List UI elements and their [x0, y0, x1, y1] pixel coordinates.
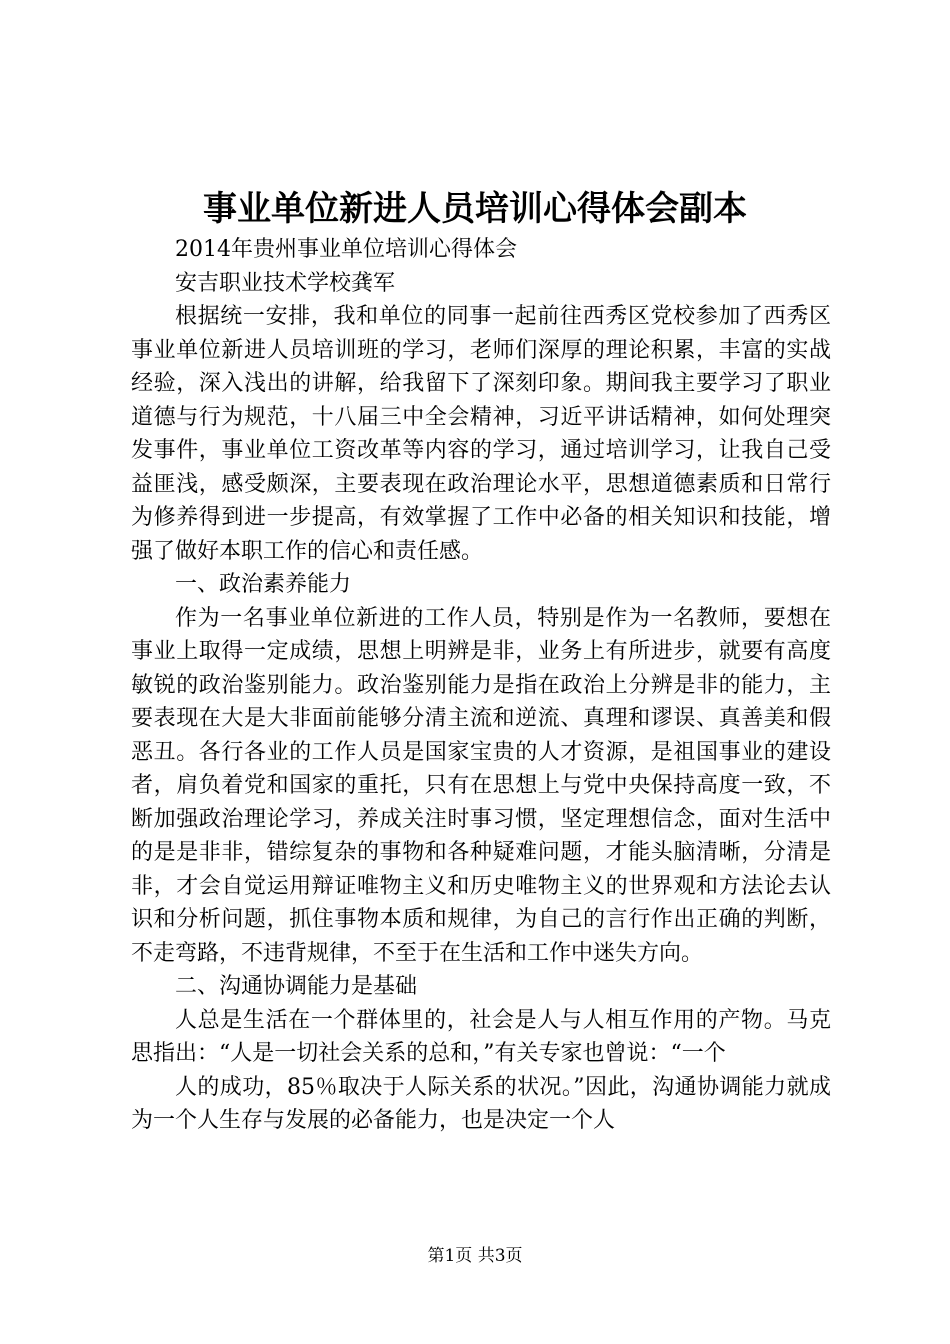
body-paragraph: 根据统一安排，我和单位的同事一起前往西秀区党校参加了西秀区事业单位新进人员培训班的学习，老师们深厚的理论积累，丰富的实战经验，深入浅出的讲解，给我留下了深刻印象。期间我主要学习了职业道德与行为规范，十八届三中全会精神，习近平讲话精神，如何处理突发事件，事业单位工资改革等内容的学习，通过培训学习，让我自己受益匪浅，感受颇深，主要表现在政治理论水平，思想道德素质和日常行为修养得到进一步提高，有效掌握了工作中必备的相关知识和技能，增强了做好本职工作的信心和责任感。 [131, 304, 831, 564]
subtitle-line: 2014年贵州事业单位培训心得体会 [175, 237, 517, 262]
author-line: 安吉职业技术学校龚军 [175, 270, 396, 296]
body-paragraph: 作为一名事业单位新进的工作人员，特别是作为一名教师，要想在事业上取得一定成绩，思想上明辨是非，业务上有所进步，就要有高度敏锐的政治鉴别能力。政治鉴别能力是指在政治上分辨是非的能力，主要表现在大是大非面前能够分清主流和逆流、真理和谬误、真善美和假恶丑。各行各业的工作人员是国家宝贵的人才资源，是祖国事业的建设者，肩负着党和国家的重托，只有在思想上与党中央保持高度一致，不断加强政治理论学习，养成关注时事习惯，坚定理想信念，面对生活中的是是非非，错综复杂的事物和各种疑难问题，才能头脑清晰，分清是非，才会自觉运用辩证唯物主义和历史唯物主义的世界观和方法论去认识和分析问题，抓住事物本质和规律，为自己的言行作出正确的判断，不走弯路，不违背规律，不至于在生活和工作中迷失方向。 [131, 605, 831, 966]
document-body [131, 233, 831, 1138]
section-heading: 二、沟通协调能力是基础 [175, 974, 418, 999]
body-paragraph: 人总是生活在一个群体里的，社会是人与人相互作用的产物。马克思指出：“人是一切社会关系的总和，”有关专家也曾说：“一个 [131, 1007, 831, 1066]
body-paragraph: 人的成功，85％取决于人际关系的状况。”因此，沟通协调能力就成为一个人生存与发展的必备能力，也是决定一个人 [131, 1074, 831, 1133]
page-footer: 第1页 共3页 [427, 1246, 523, 1266]
document-title: 事业单位新进人员培训心得体会副本 [203, 189, 747, 229]
section-heading: 一、政治素养能力 [175, 572, 352, 597]
